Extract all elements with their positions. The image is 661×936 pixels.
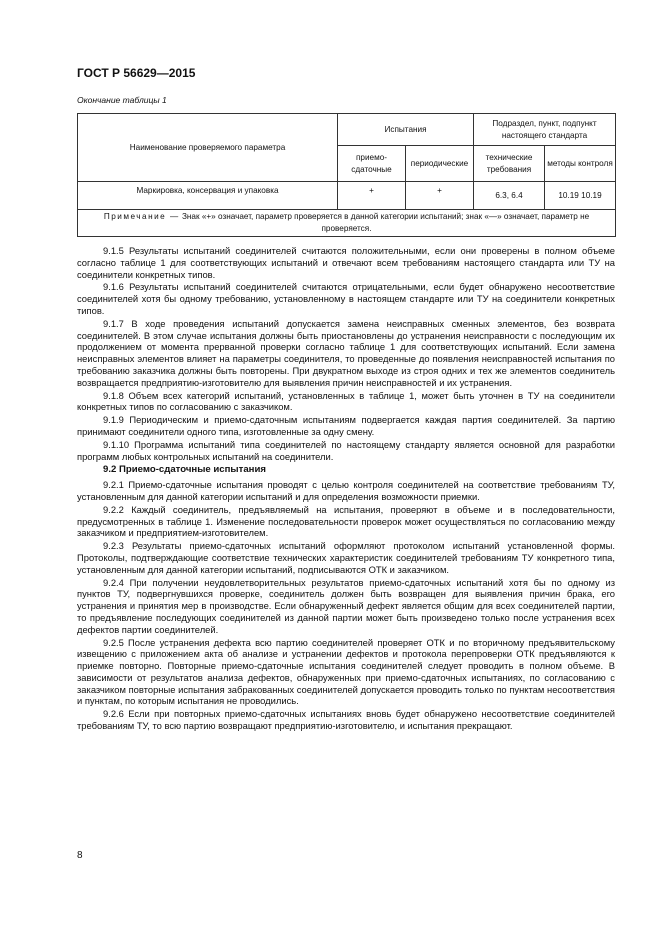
header-acceptance: приемо-сдаточные xyxy=(338,146,406,182)
table-caption: Окончание таблицы 1 xyxy=(77,95,167,105)
paragraph-9-2-1: 9.2.1 Приемо-сдаточные испытания проводят с целью контроля соединителей на соответствие требованиям ТУ, установленным для данной категории испытаний и для определения возможности приемки. xyxy=(77,479,615,502)
paragraph-9-1-9: 9.1.9 Периодическим и приемо-сдаточным испытаниям подвергается каждая партия соединителей. За партию принимают соединители одного типа, изготовленные за одну смену. xyxy=(77,414,615,437)
page-number: 8 xyxy=(77,850,83,861)
row-param-name: Маркировка, консервация и упаковка xyxy=(78,182,338,210)
note-text: Знак «+» означает, параметр проверяется в данной категории испытаний; знак «—» означает, параметр не проверяется. xyxy=(179,212,590,233)
paragraph-9-2-4: 9.2.4 При получении неудовлетворительных результатов приемо-сдаточных испытаний хотя бы по одному из пунктов ТУ, подвергнувшихся проверке, соединитель должен быть возвращен для выявления причин брака, его устранения и принятия мер в производстве. Если обнаруженный дефект является общим для всех соединителей партии, то предъявление последующих соединителей из данной партии может быть произведено только после устранения всех дефектов партии соединителей. xyxy=(77,576,615,635)
header-tests: Испытания xyxy=(338,114,474,146)
note-label: Примечание — xyxy=(103,212,180,221)
paragraph-9-1-6: 9.1.6 Результаты испытаний соединителей считаются отрицательными, если будет обнаружено несоответствие соединителей хотя бы одному требованию, установленному в настоящем стандарте или ТУ на соединители конкретных типов. xyxy=(77,281,615,316)
paragraph-9-2-3: 9.2.3 Результаты приемо-сдаточных испытаний оформляют протоколом испытаний установленной формы. Протоколы, подтверждающие соответствие технических характеристик соединителей требованиям ТУ конкретного типа, установленным для данной категории испытаний, подписываются ОТК и заказчиком. xyxy=(77,540,615,575)
row-periodic: + xyxy=(406,182,474,210)
paragraph-9-2-5: 9.2.5 После устранения дефекта всю партию соединителей проверяет ОТК и по вторичному предъявительскому извещению с приложением акта об анализе и устранении дефектов и протокола перепроверки ОТК предъявляются к приемке повторно. Повторные приемо-сдаточные испытания соединителей следует проводить в полном объеме. В зависимости от результатов анализа дефектов, обнаруженных при приемо-сдаточных испытаниях, по согласованию с заказчиком повторные испытания забракованных соединителей допускается проводить только по пунктам несоответствия и пунктам, по которым испытания не проводились. xyxy=(77,636,615,707)
document-title: ГОСТ Р 56629—2015 xyxy=(77,66,196,80)
parameters-table xyxy=(77,113,616,237)
row-acceptance: + xyxy=(338,182,406,210)
table-row xyxy=(78,182,616,210)
header-periodic: периодические xyxy=(406,146,474,182)
paragraph-9-1-7: 9.1.7 В ходе проведения испытаний допускается замена неисправных сменных элементов, без возврата соединителей. В этом случае испытания должны быть приостановлены до устранения неисправности с последующим их продолжением от момента прерванной проверки согласно таблице 1 для соответствующих испытаний. Если замена неисправных элементов влияет на параметры соединителя, то проведенные до появления неисправностей испытания по требованию заказчика должны быть повторены. При двукратном выходе из строя одних и тех же элементов соединитель возвращается предприятию-изготовителю для выявления причин неисправностей и их устранения. xyxy=(77,317,615,388)
row-methods: 10.19 10.19 xyxy=(545,182,616,210)
section-heading-9-2: 9.2 Приемо-сдаточные испытания xyxy=(103,464,266,476)
header-requirements: технические требования xyxy=(474,146,545,182)
body-text xyxy=(77,245,615,733)
header-methods: методы контроля xyxy=(545,146,616,182)
table-note xyxy=(78,210,616,237)
header-param-name: Наименование проверяемого параметра xyxy=(78,114,338,182)
row-requirements: 6.3, 6.4 xyxy=(474,182,545,210)
paragraph-9-1-5: 9.1.5 Результаты испытаний соединителей считаются положительными, если они проверены в полном объеме согласно таблице 1 для соответствующих испытаний и отвечают всем требованиям настоящего стандарта или ТУ на соединители конкретных типов. xyxy=(77,245,615,280)
paragraph-9-1-10: 9.1.10 Программа испытаний типа соединителей по настоящему стандарту является основной для разработки программ любых контрольных испытаний на соединители. xyxy=(77,438,615,462)
header-section: Подраздел, пункт, подпункт настоящего стандарта xyxy=(474,114,616,146)
paragraph-9-2-6: 9.2.6 Если при повторных приемо-сдаточных испытаниях вновь будет обнаружено несоответствие соединителей требованиям ТУ, то всю партию возвращают предприятию-изготовителю, и испытания прекращают. xyxy=(77,708,615,732)
paragraph-9-2-2: 9.2.2 Каждый соединитель, предъявляемый на испытания, проверяют в объеме и в последовательности, предусмотренных в таблице 1. Изменение последовательности проверок может осуществляться по согласованию между заказчиком и предприятием-изготовителем. xyxy=(77,503,615,539)
paragraph-9-1-8: 9.1.8 Объем всех категорий испытаний, установленных в таблице 1, может быть уточнен в ТУ на соединители конкретных типов по согласованию с заказчиком. xyxy=(77,389,615,413)
